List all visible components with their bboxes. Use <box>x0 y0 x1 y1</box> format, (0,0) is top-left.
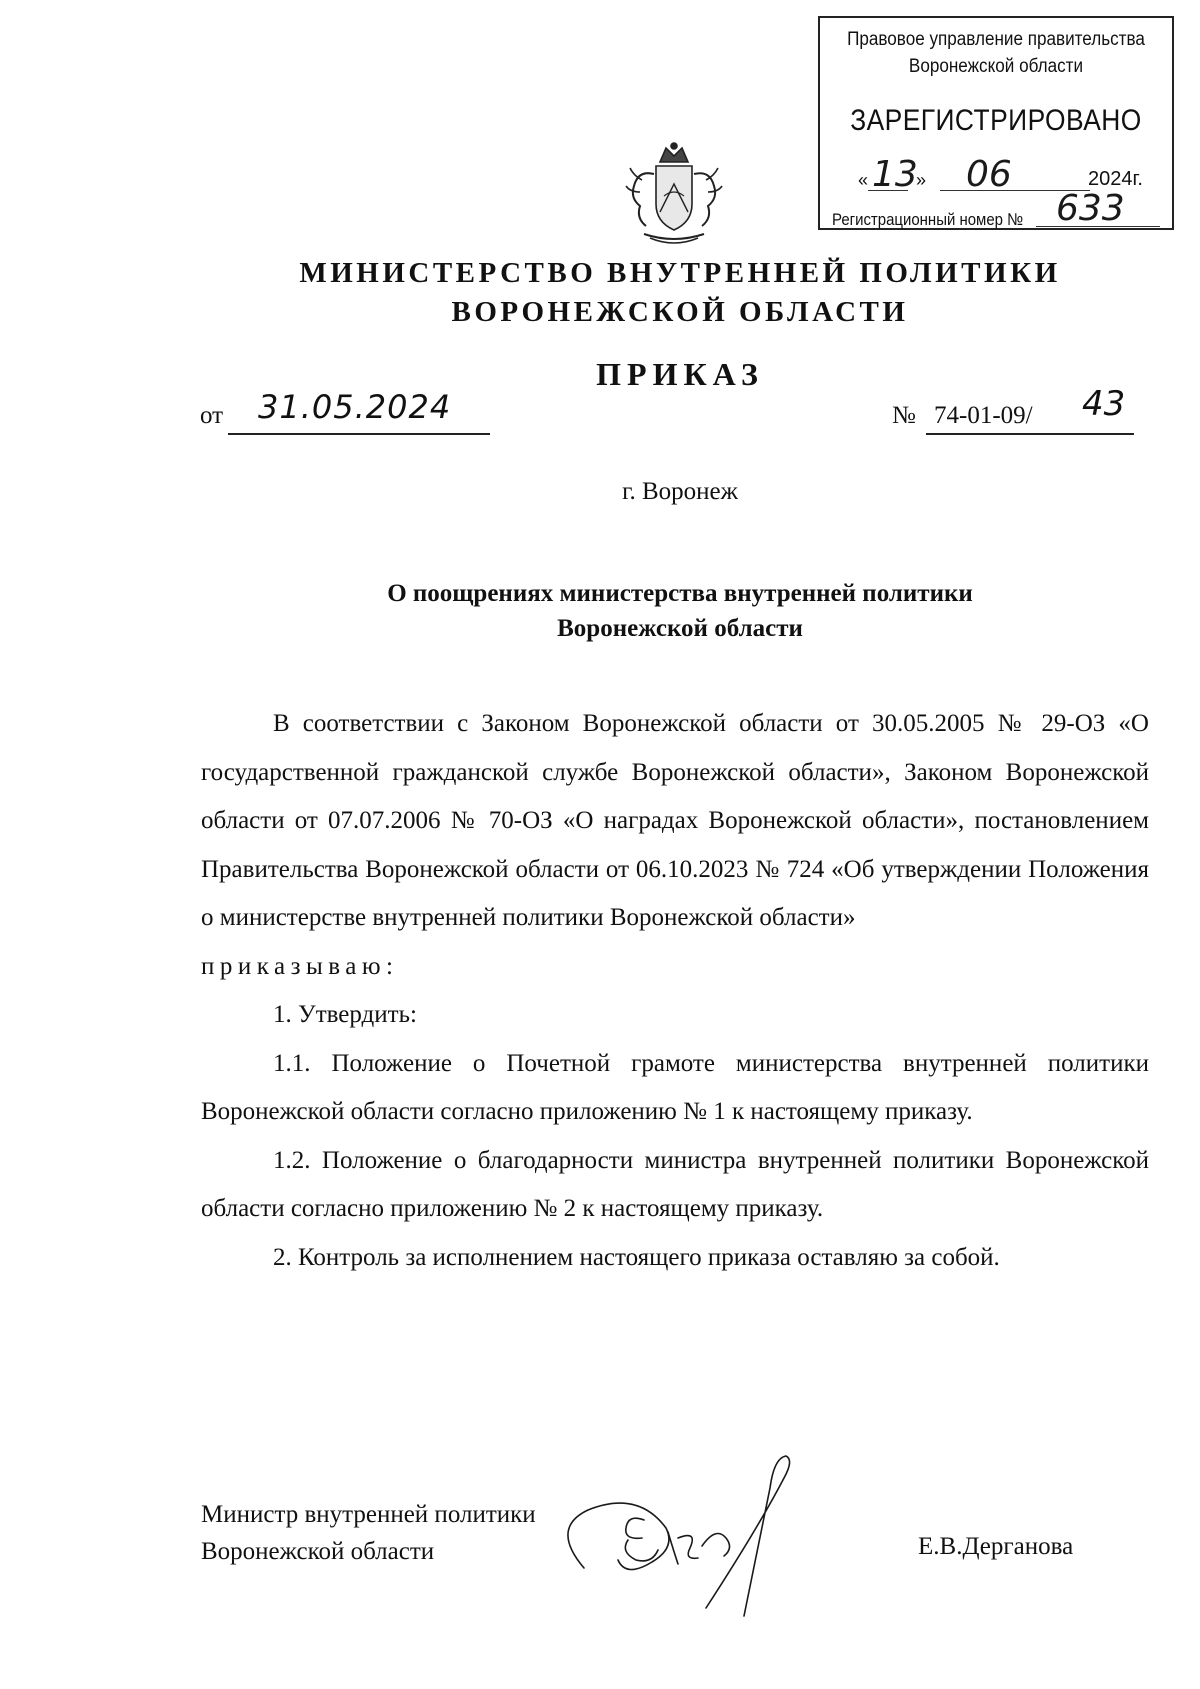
stamp-month: 06 <box>966 154 1012 195</box>
order-body <box>201 700 1149 1282</box>
item-2: 2. Контроль за исполнением настоящего приказа оставляю за собой. <box>273 1243 1000 1271</box>
item-1: 1. Утвердить: <box>273 1001 417 1028</box>
stamp-close-quote: » <box>916 170 927 190</box>
item-1-1: 1.1. Положение о Почетной грамоте министерства внутренней политики Воронежской области согласно приложению № 1 к настоящему приказу. <box>201 1049 1149 1125</box>
stamp-regno-label: Регистрационный номер № <box>832 210 1024 229</box>
city: г. Воронеж <box>622 478 738 505</box>
order-subject <box>200 576 1160 646</box>
signatory-name: Е.В.Дерганова <box>918 1533 1074 1560</box>
date-underline <box>228 433 490 435</box>
signatory-position-line1: Министр внутренней политики <box>201 1501 536 1528</box>
preamble-paragraph: В соответствии с Законом Воронежской области от 30.05.2005 № 29-ОЗ «О государственной гражданской службе Воронежской области», Законом Воронежской области от 07.07.2006 № 70-ОЗ «О наградах Воронежской области», постановлением Правительства Воронежской области от 06.10.2023 № 724 «Об утверждении Положения о министерстве внутренней политики Воронежской области» <box>201 710 1149 931</box>
signatory-position <box>201 1496 536 1570</box>
order-number-prefix: 74-01-09/ <box>934 402 1033 429</box>
stamp-status: ЗАРЕГИСТРИРОВАНО <box>850 104 1142 137</box>
order-number-handwritten: 43 <box>1082 384 1126 424</box>
signatory-position-line2: Воронежской области <box>201 1538 435 1565</box>
number-sign: № <box>892 402 916 429</box>
number-underline <box>926 433 1134 435</box>
stamp-open-quote: « <box>858 170 869 190</box>
item-1-2: 1.2. Положение о благодарности министра внутренней политики Воронежской области согласно приложению № 2 к настоящему приказу. <box>201 1146 1149 1222</box>
subject-line2: Воронежской области <box>557 615 803 642</box>
stamp-organization <box>838 26 1155 80</box>
stamp-org-line1: Правовое управление правительства <box>847 29 1145 50</box>
subject-line1: О поощрениях министерства внутренней политики <box>387 580 973 607</box>
order-word: приказываю: <box>201 952 399 980</box>
stamp-day: 13 <box>872 154 918 195</box>
registration-stamp <box>818 16 1174 230</box>
order-date: 31.05.2024 <box>258 388 452 426</box>
coat-of-arms-icon <box>620 140 728 248</box>
stamp-org-line2: Воронежской области <box>908 56 1084 77</box>
ministry-line2: ВОРОНЕЖСКОЙ ОБЛАСТИ <box>451 296 909 328</box>
date-label: от <box>200 402 224 429</box>
stamp-regno: 633 <box>1056 188 1125 229</box>
stamp-year: 2024г. <box>1088 168 1143 190</box>
document-type-title: ПРИКАЗ <box>596 356 764 392</box>
handwritten-signature <box>548 1448 848 1618</box>
ministry-line1: МИНИСТЕРСТВО ВНУТРЕННЕЙ ПОЛИТИКИ <box>299 257 1061 289</box>
ministry-heading <box>200 254 1160 332</box>
